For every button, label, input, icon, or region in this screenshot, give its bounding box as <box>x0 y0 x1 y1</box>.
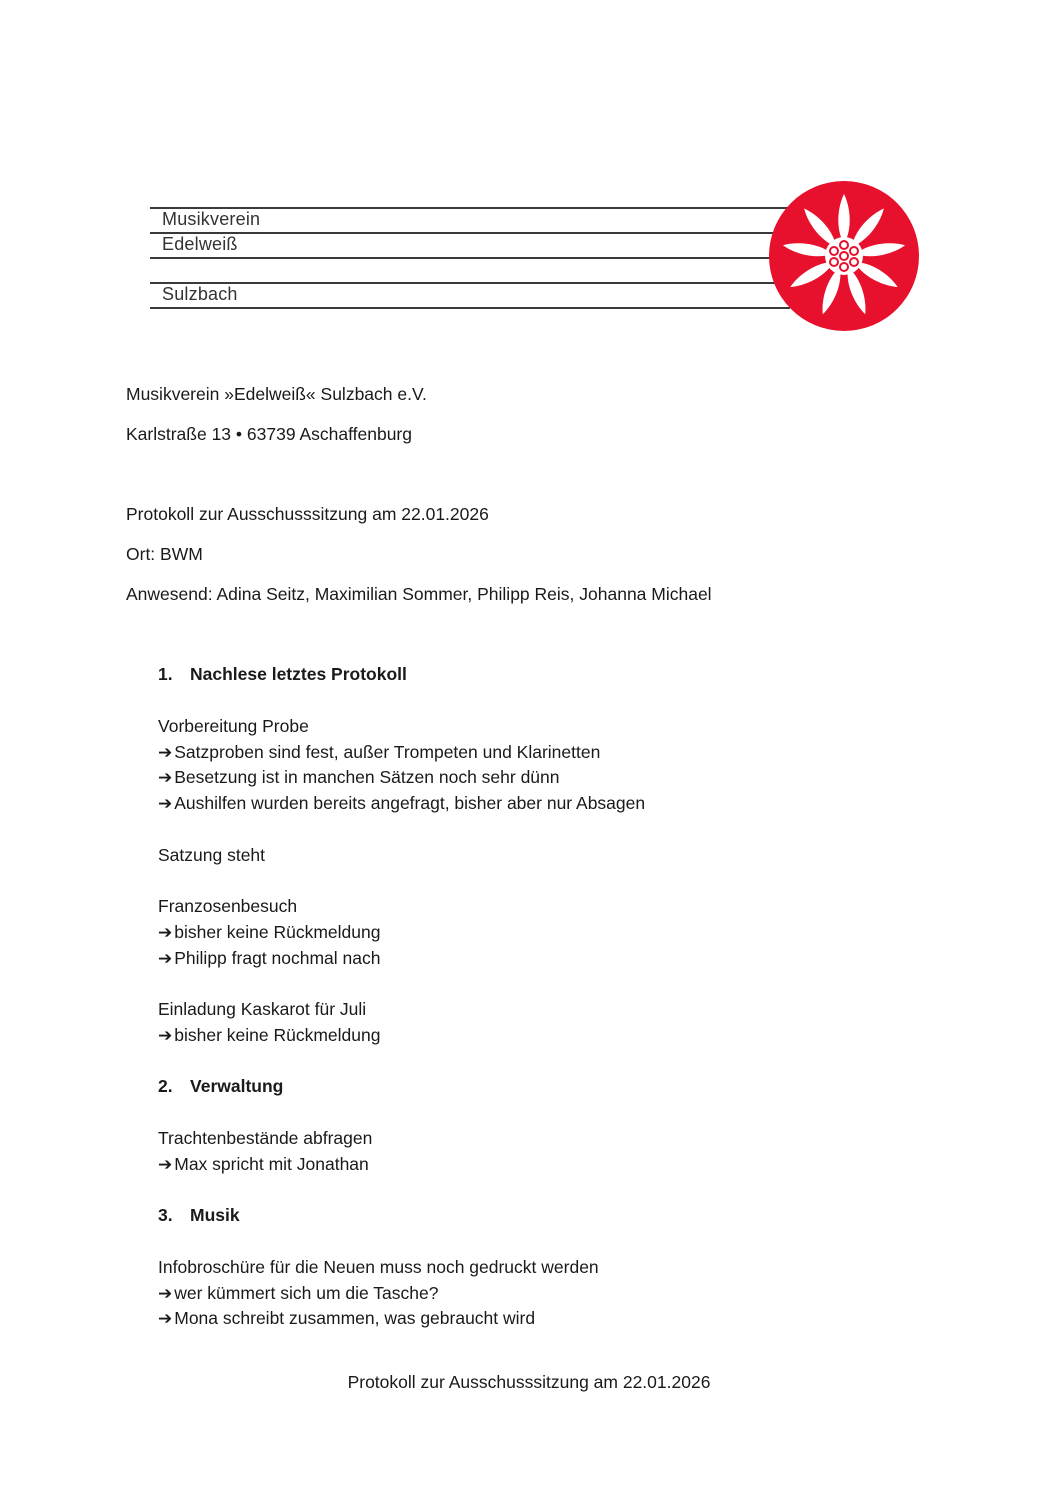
arrow-icon: ➔ <box>158 1026 173 1045</box>
section-number: 3. <box>158 1205 173 1225</box>
arrow-icon: ➔ <box>158 743 173 762</box>
staff-line <box>150 282 790 284</box>
staff-line <box>150 257 790 259</box>
list-item: ➔ wer kümmert sich um die Tasche? <box>158 1283 439 1303</box>
topic-heading: Trachtenbestände abfragen <box>158 1128 373 1148</box>
list-item: ➔ Max spricht mit Jonathan <box>158 1154 369 1174</box>
topic-heading: Einladung Kaskarot für Juli <box>158 999 367 1019</box>
arrow-icon: ➔ <box>158 949 173 968</box>
staff-line <box>150 307 790 309</box>
letterhead <box>150 180 922 340</box>
arrow-icon: ➔ <box>158 1284 173 1303</box>
list-item: ➔ bisher keine Rückmeldung <box>158 1025 381 1045</box>
letterhead-line-2: Edelweiß <box>162 234 238 254</box>
meeting-location: Ort: BWM <box>126 544 203 564</box>
section-heading <box>158 664 407 685</box>
arrow-icon: ➔ <box>158 923 173 942</box>
topic-heading: Satzung steht <box>158 845 266 865</box>
topic-heading: Franzosenbesuch <box>158 896 298 916</box>
section-title: Nachlese letztes Protokoll <box>190 664 407 684</box>
section-heading <box>158 1205 240 1226</box>
section-number: 2. <box>158 1076 173 1096</box>
section-heading <box>158 1076 283 1097</box>
section-title: Musik <box>190 1205 240 1225</box>
attendees: Anwesend: Adina Seitz, Maximilian Sommer, Philipp Reis, Johanna Michael <box>126 584 712 604</box>
topic-heading: Infobroschüre für die Neuen muss noch gedruckt werden <box>158 1257 599 1277</box>
staff-line <box>150 232 790 234</box>
letterhead-line-4: Sulzbach <box>162 284 238 304</box>
list-item: ➔ bisher keine Rückmeldung <box>158 922 381 942</box>
section-number: 1. <box>158 664 173 684</box>
list-item: ➔ Philipp fragt nochmal nach <box>158 948 381 968</box>
list-item: ➔ Mona schreibt zusammen, was gebraucht wird <box>158 1308 536 1328</box>
list-item: ➔ Aushilfen wurden bereits angefragt, bisher aber nur Absagen <box>158 793 646 813</box>
list-item: ➔ Satzproben sind fest, außer Trompeten und Klarinetten <box>158 742 601 762</box>
arrow-icon: ➔ <box>158 768 173 787</box>
page-footer: Protokoll zur Ausschusssitzung am 22.01.2026 <box>347 1372 711 1392</box>
letterhead-line-1: Musikverein <box>162 209 261 229</box>
protocol-title: Protokoll zur Ausschusssitzung am 22.01.2026 <box>126 504 489 524</box>
list-item: ➔ Besetzung ist in manchen Sätzen noch sehr dünn <box>158 767 560 787</box>
association-address: Karlstraße 13 • 63739 Aschaffenburg <box>126 424 412 444</box>
arrow-icon: ➔ <box>158 794 173 813</box>
arrow-icon: ➔ <box>158 1155 173 1174</box>
arrow-icon: ➔ <box>158 1309 173 1328</box>
association-name: Musikverein »Edelweiß« Sulzbach e.V. <box>126 384 427 404</box>
edelweiss-logo-icon <box>768 180 920 332</box>
section-title: Verwaltung <box>190 1076 284 1096</box>
topic-heading: Vorbereitung Probe <box>158 716 309 736</box>
